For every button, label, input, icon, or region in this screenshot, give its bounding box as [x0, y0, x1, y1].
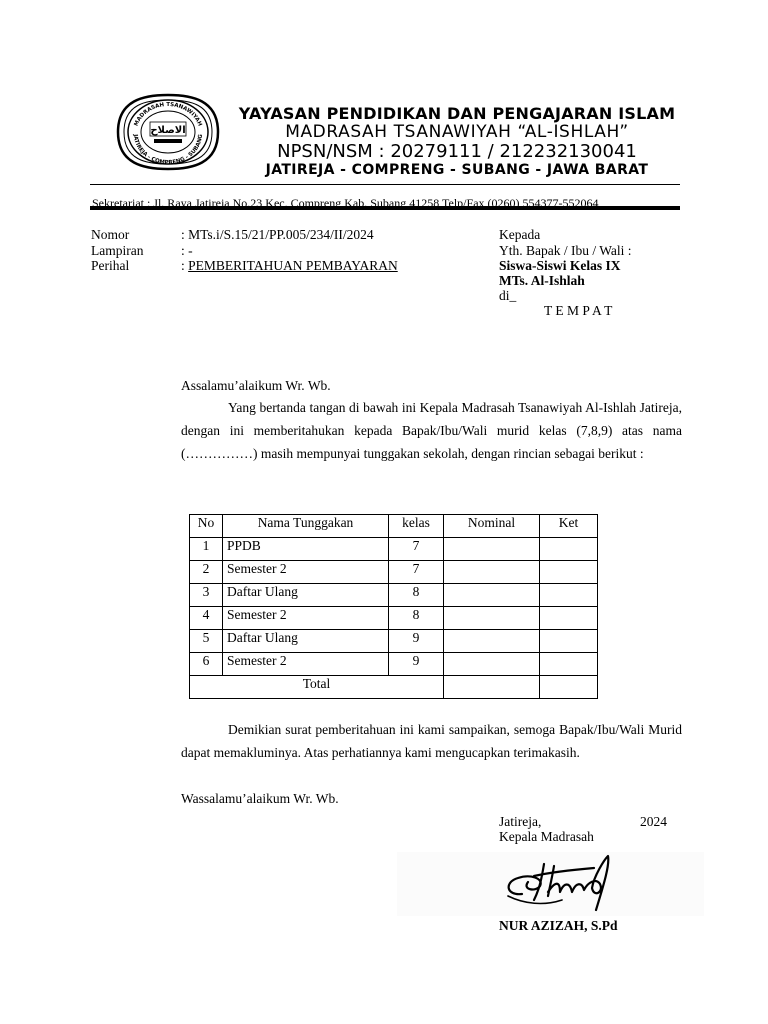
- address-region: JATIREJA - COMPRENG - SUBANG - JAWA BARAT: [265, 162, 649, 178]
- tunggakan-table: [189, 514, 598, 699]
- cell-nama: Daftar Ulang: [223, 584, 389, 607]
- cell-kelas: 9: [389, 630, 444, 653]
- handwritten-signature-icon: [500, 852, 630, 914]
- cell-nama: PPDB: [223, 538, 389, 561]
- signature-year: 2024: [640, 814, 667, 829]
- cell-nominal: [444, 584, 540, 607]
- table-row: [190, 538, 598, 561]
- recipient-kepada: Kepada: [499, 227, 541, 242]
- cell-no: 3: [190, 584, 223, 607]
- perihal-colon: :: [181, 258, 189, 273]
- lampiran-value: : -: [181, 243, 193, 258]
- cell-no: 1: [190, 538, 223, 561]
- cell-nominal: [444, 561, 540, 584]
- cell-ket: [540, 607, 598, 630]
- salam-opening: Assalamu’alaikum Wr. Wb.: [181, 378, 331, 393]
- recipient-siswa: Siswa-Siswi Kelas IX: [499, 258, 621, 273]
- signature-title: Kepala Madrasah: [499, 829, 594, 844]
- cell-ket: [540, 538, 598, 561]
- cell-nominal: [444, 653, 540, 676]
- yayasan-name: YAYASAN PENDIDIKAN DAN PENGAJARAN ISLAM: [238, 104, 676, 123]
- npsn-nsm: NPSN/NSM : 20279111 / 212232130041: [277, 141, 637, 162]
- table-row: [190, 584, 598, 607]
- col-header-no: No: [190, 515, 223, 538]
- nomor-value: : MTs.i/S.15/21/PP.005/234/II/2024: [181, 227, 374, 242]
- cell-ket: [540, 561, 598, 584]
- cell-kelas: 9: [389, 653, 444, 676]
- total-label: Total: [190, 676, 444, 699]
- salam-closing: Wassalamu’alaikum Wr. Wb.: [181, 791, 339, 806]
- madrasah-name: MADRASAH TSANAWIYAH “AL-ISHLAH”: [285, 122, 629, 142]
- cell-nominal: [444, 630, 540, 653]
- cell-no: 6: [190, 653, 223, 676]
- lampiran-label: Lampiran: [91, 243, 144, 258]
- table-header-row: [190, 515, 598, 538]
- body-paragraph-2: Demikian surat pemberitahuan ini kami sampaikan, semoga Bapak/Ibu/Wali Murid dapat memakluminya. Atas perhatiannya kami mengucapkan terimakasih.: [181, 722, 682, 760]
- col-header-nominal: Nominal: [444, 515, 540, 538]
- perihal-label: Perihal: [91, 258, 130, 273]
- signature-place: Jatireja,: [499, 814, 542, 829]
- cell-no: 4: [190, 607, 223, 630]
- cell-kelas: 7: [389, 538, 444, 561]
- recipient-yth: Yth. Bapak / Ibu / Wali :: [499, 243, 632, 258]
- recipient-tempat: T E M P A T: [544, 303, 613, 318]
- cell-ket: [540, 584, 598, 607]
- svg-text:MADRASAH TSANAWIYAH: MADRASAH TSANAWIYAH: [133, 101, 203, 128]
- cell-nama: Semester 2: [223, 607, 389, 630]
- cell-kelas: 7: [389, 561, 444, 584]
- cell-nama: Daftar Ulang: [223, 630, 389, 653]
- svg-text:JATIREJA - COMPRENG - SUBANG: JATIREJA - COMPRENG - SUBANG: [131, 133, 205, 167]
- header-divider-thick: [90, 206, 680, 210]
- body-paragraph-1: Yang bertanda tangan di bawah ini Kepala Madrasah Tsanawiyah Al-Ishlah Jatireja, dengan ini memberitahukan kepada Bapak/Ibu/Wali murid kelas (7,8,9) atas nama (……………) masih mempunyai tunggakan sekolah, dengan rincian sebagai berikut :: [181, 400, 682, 461]
- table-row: [190, 653, 598, 676]
- cell-no: 2: [190, 561, 223, 584]
- sekretariat-address: Sekretariat : Jl. Raya Jatireja No.23 Kec. Compreng Kab. Subang 41258 Telp/Fax (0260) 554377-552064: [92, 196, 599, 210]
- perihal-value: PEMBERITAHUAN PEMBAYARAN: [188, 258, 398, 273]
- total-ket: [540, 676, 598, 699]
- cell-nama: Semester 2: [223, 561, 389, 584]
- col-header-nama: Nama Tunggakan: [223, 515, 389, 538]
- recipient-di: di_: [499, 288, 517, 303]
- cell-kelas: 8: [389, 584, 444, 607]
- total-nominal: [444, 676, 540, 699]
- signature-name: NUR AZIZAH, S.Pd: [499, 918, 618, 933]
- header-divider-thin: [90, 184, 680, 185]
- recipient-madrasah: MTs. Al-Ishlah: [499, 273, 585, 288]
- cell-no: 5: [190, 630, 223, 653]
- col-header-kelas: kelas: [389, 515, 444, 538]
- table-row: [190, 561, 598, 584]
- svg-text:الاصلاح: الاصلاح: [150, 125, 186, 136]
- nomor-label: Nomor: [91, 227, 130, 242]
- cell-nominal: [444, 607, 540, 630]
- cell-ket: [540, 653, 598, 676]
- madrasah-seal-logo-icon: [114, 92, 222, 172]
- col-header-ket: Ket: [540, 515, 598, 538]
- table-row: [190, 607, 598, 630]
- table-row: [190, 630, 598, 653]
- cell-nama: Semester 2: [223, 653, 389, 676]
- cell-nominal: [444, 538, 540, 561]
- table-total-row: [190, 676, 598, 699]
- perihal-line: [181, 258, 398, 273]
- cell-ket: [540, 630, 598, 653]
- cell-kelas: 8: [389, 607, 444, 630]
